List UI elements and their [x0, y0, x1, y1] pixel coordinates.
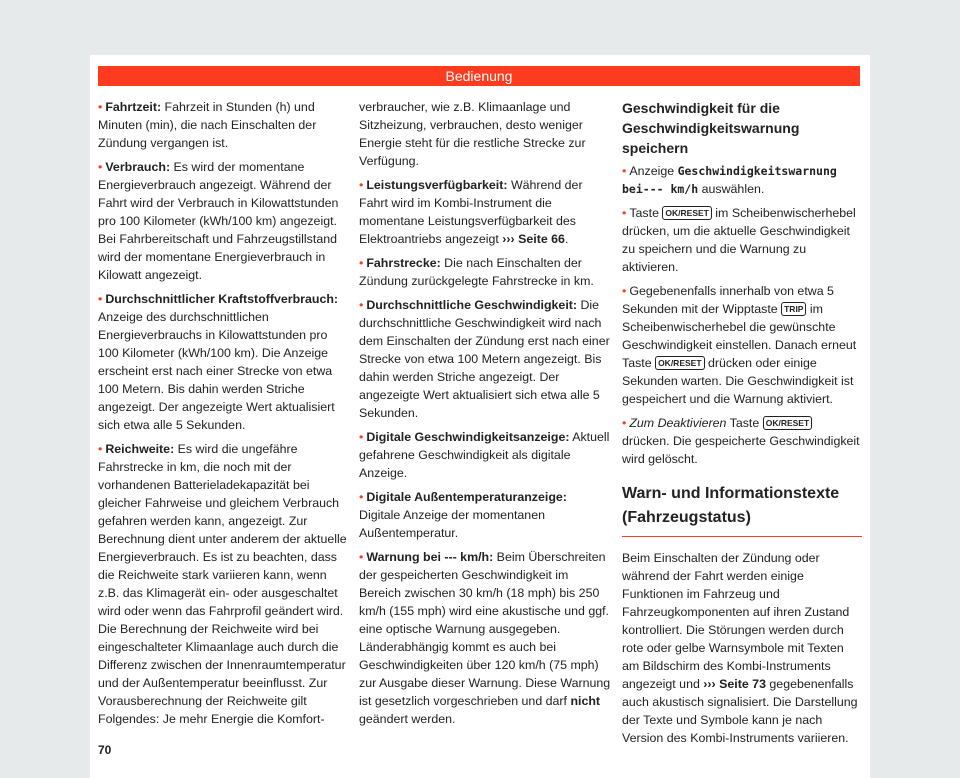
- list-item: • Durchschnittliche Geschwindigkeit: Die durchschnittliche Geschwindigkeit wird nach dem Einschalten der Zündung erst nach einer Strecke von etwa 100 Metern angezeigt. Bis dahin werden Striche angezeigt. Der angezeigte Wert aktualisiert sich etwa alle 5 Sekunden.: [359, 298, 610, 420]
- bullet-icon: •: [98, 160, 103, 174]
- bullet-icon: •: [622, 206, 627, 220]
- step: • Zum Deaktivieren Taste OK/RESET drücken. Die gespeicherte Geschwindigkeit wird gelöscht.: [622, 416, 860, 466]
- trip-key-icon: TRIP: [781, 302, 806, 316]
- list-item: • Fahrstrecke: Die nach Einschalten der Zündung zurückgelegte Fahrstrecke in km.: [359, 256, 594, 288]
- bullet-icon: •: [622, 416, 627, 430]
- step: • Anzeige Geschwindigkeitswarnung bei--- km/h auswählen.: [622, 164, 837, 196]
- column-1: [98, 98, 350, 758]
- subheading: Geschwindigkeit für die Geschwindigkeitswarnung speichern: [622, 100, 800, 156]
- bullet-icon: •: [359, 490, 364, 504]
- bullet-icon: •: [98, 292, 103, 306]
- list-item: • Fahrtzeit: Fahrzeit in Stunden (h) und Minuten (min), die nach Einschalten der Zündung vergangen ist.: [98, 100, 317, 150]
- list-item: • Digitale Außentemperaturanzeige: Digitale Anzeige der momentanen Außentemperatur.: [359, 490, 567, 540]
- section-header: Bedienung: [98, 66, 860, 86]
- ok-reset-key-icon: OK/RESET: [662, 206, 711, 220]
- page-number: 70: [98, 743, 112, 757]
- list-item: • Leistungsverfügbarkeit: Während der Fahrt wird im Kombi-Instrument die momentane Leistungsverfügbarkeit des Elektroantriebs angezeigt ››› Seite 66.: [359, 178, 583, 246]
- ok-reset-key-icon: OK/RESET: [655, 356, 704, 370]
- list-item: • Durchschnittlicher Kraftstoffverbrauch: Anzeige des durchschnittlichen Energieverbrauchs in Kilowattstunden pro 100 Kilometer (kWh/100 km). Die Anzeige erscheint erst nach einer Strecke von etwa 100 Metern. Bis dahin werden Striche angezeigt. Der angezeigte Wert aktualisiert sich etwa alle 5 Sekunden.: [98, 292, 339, 432]
- bullet-icon: •: [359, 178, 364, 192]
- section-title: Warn- und Informationstexte (Fahrzeugstatus): [622, 482, 862, 537]
- list-item: • Verbrauch: Es wird der momentane Energieverbrauch angezeigt. Während der Fahrt wird der Verbrauch in Kilowattstunden pro 100 Kilometer (kWh/100 km) angezeigt. Bei Fahrbereitschaft und Fahrzeugstillstand wird der momentane Energieverbrauch in Kilowatt angezeigt.: [98, 160, 339, 282]
- bullet-icon: •: [98, 100, 103, 114]
- columns: [98, 98, 862, 758]
- list-item: • Reichweite: Es wird die ungefähre Fahrstrecke in km, die noch mit der vorhandenen Batterieladekapazität bei gleicher Fahrweise und gleichem Verbrauch gefahren werden kann, angezeigt. Zur Berechnung dient unter anderem der aktuelle Energieverbrauch. Es ist zu beachten, dass die Reichweite stark variieren kann, wenn z.B. das Klimagerät ein- oder ausgeschaltet wird oder wenn das Fahrprofil geändert wird. Die Berechnung der Reichweite wird bei eingeschalteter Klimaanlage auch durch die Differenz zwischen der Innenraumtemperatur und der Außentemperatur beeinflusst. Zur Vorausberechnung der Reichweite gilt Folgendes: Je mehr Energie die Komfort-: [98, 442, 347, 726]
- page-reference-link[interactable]: ››› Seite 66: [502, 232, 565, 246]
- step: • Taste OK/RESET im Scheibenwischerhebel drücken, um die aktuelle Geschwindigkeit zu speichern und die Warnung zu aktivieren.: [622, 206, 856, 274]
- list-item: • Warnung bei --- km/h: Beim Überschreiten der gespeicherten Geschwindigkeit im Bereich zwischen 30 km/h (18 mph) bis 250 km/h (155 mph) wird eine akustische und ggf. eine optische Warnung ausgegeben. Länderabhängig kommt es auch bei Geschwindigkeiten über 120 km/h (75 mph) zur Ausgabe dieser Warnung. Diese Warnung ist gesetzlich vorgeschrieben und darf nicht geändert werden.: [359, 550, 611, 726]
- bullet-icon: •: [359, 256, 364, 270]
- bullet-icon: •: [359, 550, 364, 564]
- page: [90, 55, 870, 778]
- body-text: Beim Einschalten der Zündung oder während der Fahrt werden einige Funktionen im Fahrzeug und Fahrzeugkomponenten auf ihren Zustand kontrolliert. Die Störungen werden durch rote oder gelbe Warnsymbole mit Texten am Bildschirm des Kombi-Instruments angezeigt und ››› Seite 73 gegebenenfalls auch akustisch signalisiert. Die Darstellung der Texte und Symbole kann je nach Version des Kombi-Instruments variieren.: [622, 551, 858, 745]
- column-2: [359, 98, 611, 734]
- bullet-icon: •: [359, 298, 364, 312]
- bullet-icon: •: [98, 442, 103, 456]
- page-reference-link[interactable]: ››› Seite 73: [703, 677, 766, 691]
- column-3: [622, 98, 862, 753]
- bullet-icon: •: [622, 164, 627, 178]
- bullet-icon: •: [359, 430, 364, 444]
- bullet-icon: •: [622, 284, 627, 298]
- ok-reset-key-icon: OK/RESET: [763, 416, 812, 430]
- continued-text: verbraucher, wie z.B. Klimaanlage und Sitzheizung, verbrauchen, desto weniger Energie steht für die restliche Strecke zur Verfügung.: [359, 100, 586, 168]
- list-item: • Digitale Geschwindigkeitsanzeige: Aktuell gefahrene Geschwindigkeit als digitale Anzeige.: [359, 430, 610, 480]
- step: • Gegebenenfalls innerhalb von etwa 5 Sekunden mit der Wipptaste TRIP im Scheibenwischerhebel die gewünschte Geschwindigkeit einstellen. Danach erneut Taste OK/RESET drücken oder einige Sekunden warten. Die Geschwindigkeit ist gespeichert und die Warnung aktiviert.: [622, 284, 857, 406]
